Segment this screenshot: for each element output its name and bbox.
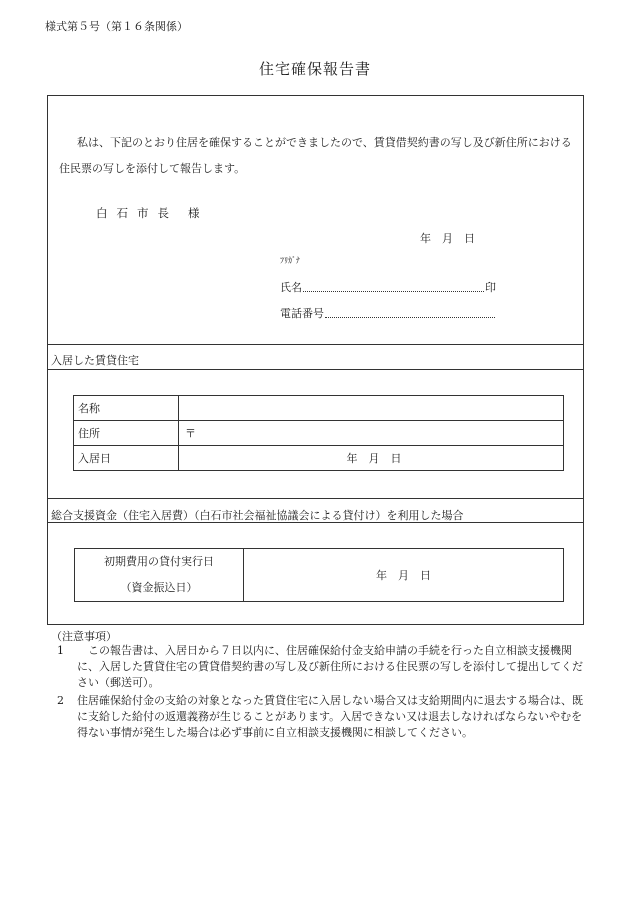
- divider: [47, 369, 584, 370]
- housing-address-label: 住所: [74, 421, 179, 446]
- report-statement: [59, 130, 576, 182]
- form-number: 様式第５号（第１６条関係）: [45, 20, 188, 33]
- phone-label: 電話番号: [280, 307, 324, 320]
- housing-address-value[interactable]: 〒: [179, 421, 564, 446]
- divider: [47, 498, 584, 499]
- statement-line: 住民票の写しを添付して報告します。: [59, 162, 246, 175]
- note-number: 1: [57, 644, 64, 657]
- housing-section-title: 入居した賃貸住宅: [51, 354, 139, 367]
- addressee: [96, 205, 200, 221]
- name-label: 氏名: [280, 281, 302, 294]
- note-number: 2: [57, 694, 64, 707]
- loan-date-label-line1: 初期費用の貸付実行日: [104, 555, 214, 568]
- seal-label: 印: [485, 281, 496, 294]
- table-row: [74, 396, 564, 421]
- phone-dotted-line[interactable]: [325, 317, 495, 318]
- loan-table: [74, 548, 564, 602]
- statement-line: 私は、下記のとおり住居を確保することができましたので、賃貸借契約書の写し及び新住所における: [77, 136, 572, 149]
- phone-field[interactable]: [280, 305, 496, 321]
- housing-name-label: 名称: [74, 396, 179, 421]
- table-row: [74, 446, 564, 471]
- addressee-name: 白石市長: [96, 206, 178, 220]
- page-title: 住宅確保報告書: [258, 60, 371, 78]
- table-row: [75, 549, 564, 602]
- housing-table: [73, 395, 564, 471]
- table-row: [74, 421, 564, 446]
- addressee-honorific: 様: [188, 206, 200, 220]
- name-dotted-line[interactable]: [303, 291, 484, 292]
- divider: [47, 344, 584, 345]
- note-text: この報告書は、入居日から７日以内に、住居確保給付金支給申請の手続を行った自立相談支援機関に、入居した賃貸住宅の賃貸借契約書の写し及び新住所における住民票の写しを添付して提出してください（郵送可）。: [77, 644, 583, 689]
- loan-date-value[interactable]: 年 月 日: [244, 549, 564, 602]
- move-in-date-label: 入居日: [74, 446, 179, 471]
- note-item: [57, 693, 589, 741]
- note-item: [57, 643, 589, 691]
- name-field[interactable]: [280, 279, 496, 295]
- notes-title: （注意事項）: [51, 630, 117, 643]
- move-in-date-value[interactable]: 年 月 日: [179, 446, 564, 471]
- report-date[interactable]: 年 月 日: [420, 232, 475, 245]
- loan-date-label: [75, 549, 244, 602]
- note-text: 住居確保給付金の支給の対象となった賃貸住宅に入居しない場合又は支給期間内に退去する場合は、既に支給した給付の返還義務が生じることがあります。入居できない又は退去しなければならないやむを得ない事情が発生した場合は必ず事前に自立相談支援機関に相談してください。: [77, 694, 583, 739]
- loan-date-label-line2: （資金振込日）: [120, 581, 198, 594]
- loan-section-title: 総合支援資金（住宅入居費）（白石市社会福祉協議会による貸付け）を利用した場合: [51, 509, 464, 522]
- furigana-label: ﾌﾘｶﾞﾅ: [280, 256, 300, 265]
- housing-name-value[interactable]: [179, 396, 564, 421]
